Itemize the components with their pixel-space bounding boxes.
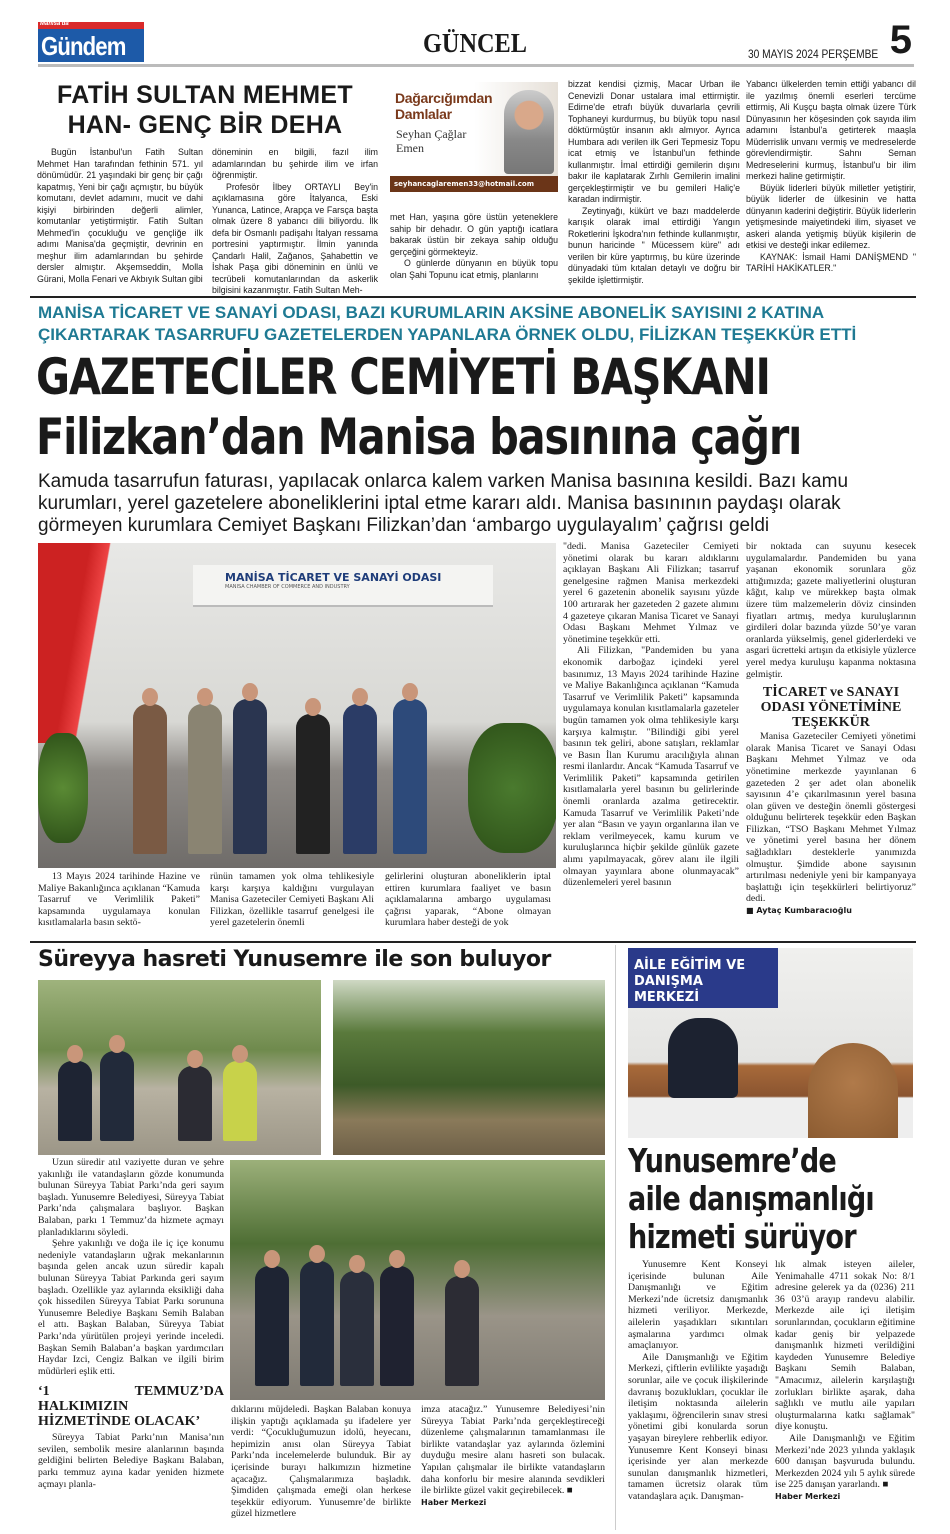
family-headline-1: Yunusemre’de [628,1141,836,1180]
paragraph: Ali Filizkan, "Pandemiden bu yana ekonomik darboğaz içindeki yerel basınımız, 13 Mayıs 2024 tarihinde Hazine ve Maliye Bakanlığınca açıklanan “Kamuda Tasarruf ve Verimlilik Paketi” kapsamında uygulamaya konulan kısıtlamalarla gazeteler bugün tamamen yok olma tehlikesiyle karşı karşıya kalmıştır. "Bilindiği gibi yerel basının tek geliri, abone satışları, reklamlar ve Basın İlan Kurumu aracılığıyla alınan resmi ilanlardır. Ancak “Kamuda Tasarruf ve Verimlilik Paketi” kapsamında getirilen kısıtlamalarla yerel basının bu gelirlerinde önemli oranlarda azalma getirecektir. Kamuda Tasarruf ve Verimlilik Paketi’nde yer alan “Basın ve yayın organlarına ilan ve reklam verilmeyecek, kamu kurum ve kuruluşlarınca hiçbir şekilde günlük gazete alımı yapılmayacak, görev alanı ile ilgili olmayan yayınlara abone olunmayacak” düzenlemeleri yerel basının [563,645,739,889]
red-sculpture [38,543,133,743]
column-divider [615,945,616,1530]
main-photo [38,543,556,868]
paragraph: rünün tamamen yok olma tehlikesiyle karşı karşıya kaldığını vurgulayan Manisa Gazeteciler Cemiyeti Başkanı Ali Filizkan, özellikle tasarruf genelgesi ile yerel gazetelerin önemli [210,871,374,929]
section-title: GÜNCEL [423,28,527,58]
column-text-3 [390,212,558,281]
paragraph: dıklarını müjdeledi. Başkan Balaban konuya ilişkin yaptığı açıklamada şu ifadelere yer verdi: “Çocukluğumuzun idolü, heyecanı, hepimizin anısı olan Süreyya Tabiat Parkı’nda incelemelerde bulunduk. Bir ay içerisinde burayı halkımızın hizmetine açacağız. Çalışmalarımıza başladık. Şimdiden çalışmada emeği olan herkese teşekkür ediyorum. Yunusemre’de birlikte güzel hizmetlere [231,1404,411,1520]
family-headline-2: aile danışmanlığı [628,1179,874,1218]
park-photo-2 [333,980,605,1155]
sign-text: MANİSA TİCARET VE SANAYİ ODASI [225,571,442,584]
byline: ■ Aytaç Kumbaracıoğlu [746,906,852,916]
park-text-1 [38,1157,224,1490]
paragraph: bir noktada can suyunu kesecek uygulamalardır. Pandemiden bu yana yaşanan ekonomik sorunlara göz attığımızda; gazete maliyetlerini oluşturan kâğıt, kalıp ve mürekkep başta olmak üzere tüm malzemelerin döviz cinsinden fiyatları artmış, medya kuruluşlarının girdileri dolar bazında yüzde 50’ye varan oranlarda yükselmiş, genel giderlerdeki ve asgari ücretteki artışın da etkisiyle yüzlerce yerel medya kuruluşu kapanma noktasına gelmiştir. [746,541,917,680]
section-divider [30,941,916,943]
main-subheading: TİCARET ve SANAYI ODASI YÖNETİMİNE TEŞEKKÜR [760,685,902,731]
park-subheading: ‘1 TEMMUZ’DA HALKIMIZIN HİZMETİNDE OLACAK’ [38,1384,224,1430]
main-deck: Kamuda tasarrufun faturası, yapılacak onlarca kalem varken Manisa basınına kesildi. Bazı kamu kurumları, yerel gazetelere aboneliklerini iptal etme kararı aldı. Manisa basınının paydaşı olarak görmeyen kurumlara Cemiyet Başkanı Filizkan’dan ‘ambargo uygulayalım’ çağrısı geldi [38,471,849,536]
paragraph: "dedi. Manisa Gazeteciler Cemiyeti yönetimi olarak bu kararı aldıklarını açıklayan Başkanı Ali Filizkan; tasarruf genelgesine rağmen Manisa merkezdeki yerel 6 gazetenin abonelik sayısını yüzde 100 artırarak her gazeteden 2 gazete alımını 4 gazeteye çıkaran Manisa Ticaret ve Sanayi Odası Başkanı Mehmet Yılmaz ve yönetimine teşekkür etti. [563,541,739,645]
page-number: 5 [889,18,912,62]
byline: Haber Merkezi [421,1497,487,1507]
main-text-c2 [746,541,916,917]
column-series-title: Dağarcığımdan Damlalar [395,90,493,122]
paragraph: döneminin en bilgili, fazıl ilim adamlarından bu şehirde ilim ve irfan öğrenmiştir. [212,147,378,180]
paragraph: Manisa Gazeteciler Cemiyeti yönetimi olarak Manisa Ticaret ve Sanayi Odası Başkanı Mehmet Yılmaz ve oda yönetimine merkezde yayınlanan 6 gazeteden 2 şer adet olan abonelik sayısının 4’e çıkarılmasının yerel basına olan güven ve desteğin önemli göstergesi olduğunu belirterek teşekkür eden Başkan Filizkan, “TSO Başkanı Mehmet Yılmaz ve yönetimi yerel basına her dönem sağladıkları desteklerle yanımızda olmuştur. Şimdide abone sayısının artırılması nedeniyle yeni bir kampanyaya başlattığı için teşekkürleri belirtiyoruz” dedi. [746,731,916,905]
headline-line: HAN- GENÇ BİR DEHA [67,111,343,139]
section-divider [30,296,916,298]
paragraph: bizzat kendisi çizmiş, Macar Urban ile Cenevizli Donar ustalara imal ettirmiştir. Edirne'de etrafı büyük duvarlarla çevrili Tophaneyi kurdurmuş, bu büyük topu nasıl döktürmüştür insanın aklı almıyor. Ayrıca Humbara adı verilen ilk Geri Tepmesiz Topu icat etmiş ve İstanbul'un fethinde kullanmıştır. İmal ettirdiği gemilerin dışını bakır ile kaplatarak Zırhlı Gemilerin imalini gerçekleştirmiştir ve bu gemileri Haliç'e karadan indirmiştir. [568,79,740,204]
headline-line: FATİH SULTAN MEHMET [57,81,353,109]
main-headline-line-2: Filizkan’dan Manisa basınına çağrı [36,408,802,466]
paragraph: O günlerde dünyanın en büyük topu olan Şahi Topunu icat etmiş, planlarını [390,258,558,280]
paragraph: Süreyya Tabiat Parkı’nın Manisa’nın sevilen, sembolik mesire alanlarının başında geldiğini belirten Belediye Başkanı Balaban, parkı temmuz ayına kadar yeniden hizmete açmayı planla- [38,1432,224,1490]
author-name: Seyhan Çağlar Emen [396,127,467,155]
family-photo [628,948,913,1138]
park-text-3 [421,1404,605,1508]
column-text-5 [746,79,916,275]
author-email: seyhancaglaremen33@hotmail.com [390,176,558,192]
family-text-1 [628,1259,768,1502]
paragraph: met Han, yaşına göre üstün yeteneklere sahip bir dehadır. O gün yaptığı icatlara bakarak üstün bir zekaya sahip olduğu gerçeğini görmekteyiz. [390,212,558,257]
park-photo-3 [230,1160,605,1400]
logo-tagline: Manisa'da [40,21,69,27]
paragraph: Yunusemre Kent Konseyi içerisinde bulunan Aile Danışmanlığı ve Eğitim Merkezi’nde ücretsiz danışmanlık hizmeti veriliyor. Merkezde, ailelerin yaşadıkları sıkıntıları aşmalarına yardımcı olmak amaçlanıyor. [628,1259,768,1352]
column-headline [30,80,380,140]
park-headline: Süreyya hasreti Yunusemre ile son buluyor [38,947,551,972]
paragraph: Aile Danışmanlığı ve Eğitim Merkezi’nde 2023 yılında yaklaşık 600 danışan başvuruda bulundu. Merkezden 2024 yılı 5 aylık sürede ise 225 danışan yararlandı. ■ [775,1432,915,1491]
paragraph: lık almak isteyen aileler, Yenimahalle 4711 sokak No: 8/1 adresine gelerek ya da (0236) 211 36 03’ü arayıp randevu alabilir. Merkezde aile içi iletişim sorunlarından, çocukların eğitimine kadar geniş bir yelpazede danışmanlık hizmeti verildiğini kaydeden Yunusemre Belediye Başkanı Semih Balaban, "Amacımız, ailelerin karşılaştığı zorlukları birlikte aşarak, daha sağlıklı ve mutlu aile yapıları oluşturmalarına katkı sağlamak" diye konuştu. [775,1259,915,1433]
plant [38,733,88,843]
main-headline-line-1: GAZETECİLER CEMİYETİ BAŞKANI [36,348,770,406]
newspaper-logo [38,22,144,62]
column-text-1 [37,147,203,285]
paragraph: Bugün İstanbul'un Fatih Sultan Mehmet Han tarafından fethinin 571. yıl dönümüdür. 21 yaşındaki bir genç bir çağı kapatmış, Yeni bir çağı açmıştır, bu büyük komutanı, devlet adamını, mucit ve dahi kişiyi birbirinden değerli alimler, komutanlar yetiştirmiştir. Fatih Sultan Mehmed'in çocukluğu ve gençliğe ilk adımı Manisa'da geçmiştir, devrinin en meşhur ilim adamlarından bu şehirde dersler almıştır. Akşemseddin, Molla Gürani, Molla Fenari ve Akbıyık Sultan gibi [37,147,203,284]
park-photo-1 [38,980,321,1155]
client [808,1043,898,1138]
paragraph: KAYNAK: İsmail Hami DANİŞMEND " TARİHİ HAKİKATLER." [746,251,916,273]
main-text-b2 [210,871,374,929]
author-photo [504,90,554,174]
paragraph: Büyük liderleri büyük milletler yetiştirir, büyük liderler de ülkesinin ve hatta dünyanın kaderini değiştirir. Büyük liderlerin yetişmesinde maiyetindeki ilim, siyaset ve askeri alanda yetişmiş büyük kişilerin de etkisi ve desteği inkar edilemez. [746,182,916,250]
paragraph: Aile Danışmanlığı ve Eğitim Merkezi, çiftlerin evlilikte yaşadığı sorunlar, aile ve çocuk ilişkilerinde davranış bozuklukları, çocuklar ile iletişim noktasında ailelerin yaklaşımı, öğrencilerin sınav stresi yönetimi gibi konularda sorun yaşayan bireylere rehberlik ediyor. Yunusemre Kent Konseyi binası içerisinde yer alan merkezde sunulan danışmanlık hizmetleri, tamamen ücretsiz olarak tüm vatandaşlara açık. Danışman- [628,1351,768,1502]
column-text-4 [568,79,740,286]
paragraph: Uzun süredir atıl vaziyette duran ve şehre yakınlığı ile vatandaşların gözde konumunda bulunan Süreyya Tabiat Parkı’nda geri sayım başladı. Yunusemre Belediyesi, Süreyya Tabiat Parkı’nda çalışmalara başlıyor. Başkan Balaban, parkı 1 Temmuz’da hizmete açmayı planladıklarını söyledi. [38,1157,224,1238]
photo-banner: AİLE EĞİTİM VE DANIŞMA MERKEZİ [628,948,778,1008]
paragraph: Zeytinyağı, kükürt ve bazı maddelerde karışık olarak imal ettirdiği Yangın Roketlerini İşkodra'nın fethinde kullanmıştır, bunun haricinde " Mücessem küre" adı verilen bir küre yaptırmış, bu küre üzerinde dünyadaki tüm kıtalan detaylı ve doğru bir şekilde işlettirmiştir. [568,205,740,285]
park-text-2 [231,1404,411,1520]
family-headline-3: hizmeti sürüyor [628,1217,856,1256]
main-text-c1 [563,541,739,889]
main-kicker: MANİSA TİCARET VE SANAYİ ODASI, BAZI KURUMLARIN AKSİNE ABONELİK SAYISINI 2 KATINA ÇIKARTARAK TASARRUFU GAZETELERDEN YAPANLARA ÖRNEK OLDU, FİLİZKAN TEŞEKKÜR ETTİ [38,303,857,344]
paragraph: Profesör İlbey ORTAYLI Bey'in açıklamasına göre İtalyanca, Eski Yunanca, Latince, Arapça ve Farsça başta olmak üzere 8 yabancı dili biliyordu. İlk defa bir Osmanlı padişahı İtalyan ressama portresini yaptırmıştır. İlmin yanında Çandarlı Halil, Zağanos, Şahabettin ve İshak Paşa gibi döneminin en ünlü ve tecrübeli komutanlarından da askerlik bilgisini kazanmıştır. Fatih Sultan Meh- [212,181,378,295]
paragraph: 13 Mayıs 2024 tarihinde Hazine ve Maliye Bakanlığınca açıklanan “Kamuda Tasarruf ve Verimlilik Paketi” kapsamında uygulamaya konulan kısıtlamalarla basın sektö- [38,871,200,929]
column-text-2 [212,147,378,297]
byline: Haber Merkezi [775,1491,841,1501]
family-text-2 [775,1259,915,1502]
author-box [390,82,558,192]
sign-subtext: MANISA CHAMBER OF COMMERCE AND INDUSTRY [225,584,350,590]
paragraph: imza atacağız.” Yunusemre Belediyesi’nin Süreyya Tabiat Parkı’nda gerçekleştireceği düzenleme çalışmalarının tamamlanması ile birlikte vatandaşlar yaz aylarında özlemini duyduğu mesire alanı hasreti son bulacak. Yapılan çalışmalar ile birlikte vatandaşların daha konforlu bir mesire alanında sevdikleri ile birlikte güzel vakit geçirebilecek. ■ [421,1404,605,1497]
issue-date: 30 MAYIS 2024 PERŞEMBE [747,47,878,61]
paragraph: Şehre yakınlığı ve doğa ile iç içe konumu nedeniyle vatandaşların uğrak mekanlarının başında gelen ancak uzun süredir kapalı bulunan Süreyya Tabiat Parkında geri sayım başladı. Ozellikle yaz aylarında eksikliği daha çok hissedilen Süreyya Tabiat Parkı sorununa Yunusemre Belediye Başkanı Semih Balaban el attı. Başkan Balaban, Süreyya Tabiat Parkı’nda yürütülen projeyi yerinde inceledi. Başkan Semih Balaban’a başkan yardımcıları Haydar Izci, Cengiz Balkan ve ilgili birim müdürleri eşlik etti. [38,1238,224,1377]
logo-name: Gündem [41,31,126,61]
header-divider [38,64,914,67]
paragraph: Yabancı ülkelerden temin ettiği yabancı dil ile yazılmış önemli eserleri tercüme ettirmiş, Ali Kuşçu başta olmak üzere Türk Dünyasının her köşesinden çok sayıda ilim adamını İstanbul'a getirterek maaşla Müderrislik unvanı vermiş ve medreselerde görevlendirmiştir. Sahnı Seman Medreselerini kurmuş, İstanbul'u bir ilim merkezi haline getirmiştir. [746,79,916,181]
paragraph: gelirlerini oluşturan aboneliklerin iptal ettiren kurumlara faaliyet ve basın açıklamalarına ambargo uygulaması çağrısı yaparak, “Abone olmayan kurumlara haber desteği de yok [385,871,551,929]
plant [468,723,556,853]
building-sign [193,565,493,607]
counselor [668,1018,738,1098]
main-text-b1 [38,871,200,929]
main-text-b3 [385,871,551,929]
